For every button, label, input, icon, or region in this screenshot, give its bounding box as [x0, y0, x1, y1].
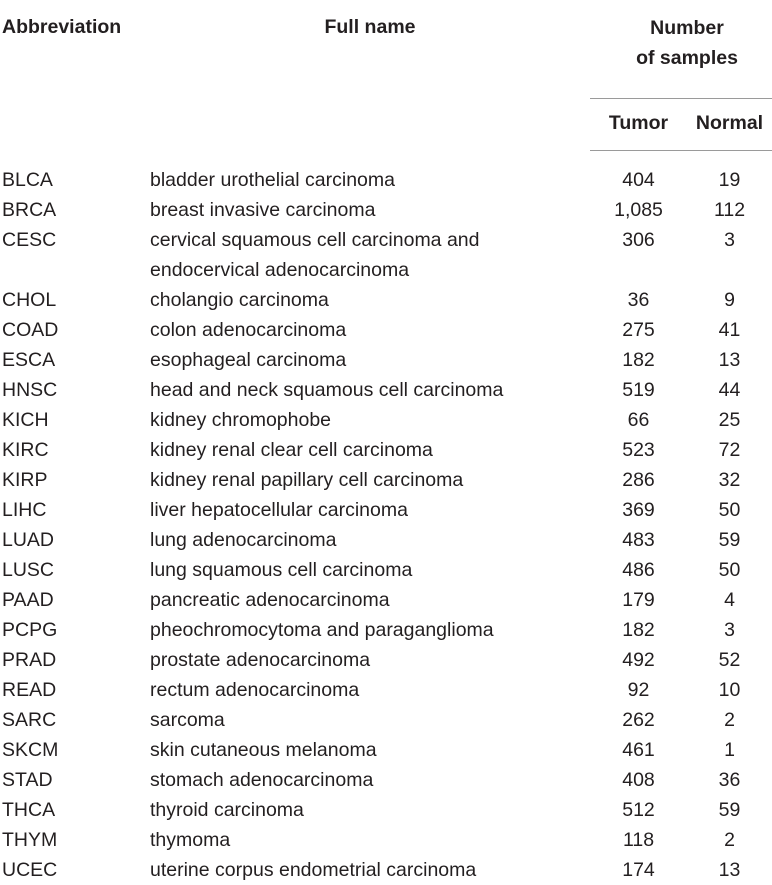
cell-tumor-count: 519 [590, 375, 687, 405]
cell-normal-count: 2 [687, 825, 772, 855]
cell-full-name [150, 465, 590, 495]
cell-abbreviation: KIRC [0, 435, 150, 465]
cell-normal-count: 59 [687, 795, 772, 825]
cell-abbreviation: CHOL [0, 285, 150, 315]
table-row [0, 195, 772, 225]
table-row [0, 375, 772, 405]
table-row [0, 555, 772, 585]
cell-abbreviation: BRCA [0, 195, 150, 225]
cell-full-name-line1: colon adenocarcinoma [150, 319, 346, 341]
cell-full-name [150, 555, 590, 585]
cell-abbreviation: PRAD [0, 645, 150, 675]
cell-tumor-count: 408 [590, 765, 687, 795]
cell-tumor-count: 92 [590, 675, 687, 705]
cell-full-name [150, 495, 590, 525]
cell-abbreviation: KICH [0, 405, 150, 435]
table-row [0, 165, 772, 195]
cell-full-name [150, 615, 590, 645]
cell-abbreviation: SKCM [0, 735, 150, 765]
cell-full-name-line1: pancreatic adenocarcinoma [150, 589, 390, 611]
cell-normal-count: 36 [687, 765, 772, 795]
cell-full-name-line1: lung adenocarcinoma [150, 529, 336, 551]
table-row [0, 645, 772, 675]
cell-tumor-count: 404 [590, 165, 687, 195]
cell-full-name-line1: stomach adenocarcinoma [150, 769, 373, 791]
cell-tumor-count: 369 [590, 495, 687, 525]
table-body [0, 151, 772, 885]
cell-abbreviation: ESCA [0, 345, 150, 375]
cell-full-name-line1: breast invasive carcinoma [150, 199, 375, 221]
header-number-of-samples [590, 0, 772, 99]
table-row [0, 615, 772, 645]
cell-normal-count: 59 [687, 525, 772, 555]
cell-full-name [150, 345, 590, 375]
cell-normal-count: 50 [687, 495, 772, 525]
cell-normal-count: 112 [687, 195, 772, 225]
cell-normal-count: 72 [687, 435, 772, 465]
header-spacer [0, 151, 772, 166]
cell-full-name [150, 315, 590, 345]
cell-normal-count: 3 [687, 615, 772, 645]
cell-full-name [150, 225, 590, 285]
cell-full-name-line1: pheochromocytoma and paraganglioma [150, 619, 494, 641]
header-abbreviation: Abbreviation [0, 0, 150, 151]
cell-full-name-line1: liver hepatocellular carcinoma [150, 499, 408, 521]
cell-tumor-count: 483 [590, 525, 687, 555]
cell-full-name-line1: thyroid carcinoma [150, 799, 304, 821]
cell-normal-count: 25 [687, 405, 772, 435]
header-number-of-samples-line1: Number [650, 17, 724, 39]
cell-full-name [150, 525, 590, 555]
table-row [0, 855, 772, 885]
cell-abbreviation: UCEC [0, 855, 150, 885]
table-row [0, 765, 772, 795]
cell-tumor-count: 182 [590, 345, 687, 375]
cell-full-name-line1: lung squamous cell carcinoma [150, 559, 412, 581]
cell-abbreviation: SARC [0, 705, 150, 735]
cell-full-name [150, 585, 590, 615]
cell-abbreviation: THYM [0, 825, 150, 855]
cell-tumor-count: 174 [590, 855, 687, 885]
header-number-of-samples-line2: of samples [636, 47, 738, 69]
table-row [0, 435, 772, 465]
cell-full-name-line1: cervical squamous cell carcinoma and [150, 229, 479, 251]
cell-full-name-line1: kidney renal clear cell carcinoma [150, 439, 433, 461]
cell-full-name [150, 855, 590, 885]
cell-abbreviation: LIHC [0, 495, 150, 525]
cell-full-name [150, 645, 590, 675]
table-row [0, 315, 772, 345]
cell-full-name [150, 375, 590, 405]
cell-tumor-count: 286 [590, 465, 687, 495]
cell-full-name-line1: esophageal carcinoma [150, 349, 346, 371]
cell-abbreviation: PCPG [0, 615, 150, 645]
cell-abbreviation: READ [0, 675, 150, 705]
cell-full-name-line1: skin cutaneous melanoma [150, 739, 377, 761]
table-row [0, 465, 772, 495]
cell-tumor-count: 118 [590, 825, 687, 855]
cell-full-name [150, 735, 590, 765]
table-row [0, 585, 772, 615]
cell-tumor-count: 66 [590, 405, 687, 435]
cell-tumor-count: 461 [590, 735, 687, 765]
cell-abbreviation: THCA [0, 795, 150, 825]
cell-normal-count: 2 [687, 705, 772, 735]
cell-abbreviation: KIRP [0, 465, 150, 495]
cell-full-name [150, 795, 590, 825]
cell-full-name [150, 405, 590, 435]
cell-abbreviation: CESC [0, 225, 150, 285]
cell-normal-count: 52 [687, 645, 772, 675]
table-row [0, 525, 772, 555]
table-row [0, 495, 772, 525]
cell-tumor-count: 36 [590, 285, 687, 315]
cell-full-name [150, 195, 590, 225]
cell-tumor-count: 1,085 [590, 195, 687, 225]
cell-full-name-line1: sarcoma [150, 709, 225, 731]
cell-abbreviation: LUSC [0, 555, 150, 585]
cell-tumor-count: 306 [590, 225, 687, 285]
cell-normal-count: 9 [687, 285, 772, 315]
cell-full-name-line1: prostate adenocarcinoma [150, 649, 370, 671]
table-row [0, 795, 772, 825]
table-row [0, 285, 772, 315]
cell-full-name [150, 675, 590, 705]
cell-abbreviation: HNSC [0, 375, 150, 405]
cell-tumor-count: 523 [590, 435, 687, 465]
cell-normal-count: 32 [687, 465, 772, 495]
cell-abbreviation: LUAD [0, 525, 150, 555]
table-row [0, 675, 772, 705]
cell-normal-count: 10 [687, 675, 772, 705]
cell-full-name [150, 165, 590, 195]
cell-normal-count: 50 [687, 555, 772, 585]
cell-full-name-line1: uterine corpus endometrial carcinoma [150, 859, 476, 881]
table-row [0, 825, 772, 855]
cell-tumor-count: 275 [590, 315, 687, 345]
cell-abbreviation: COAD [0, 315, 150, 345]
cell-normal-count: 19 [687, 165, 772, 195]
cell-tumor-count: 486 [590, 555, 687, 585]
table-row [0, 345, 772, 375]
header-full-name: Full name [150, 0, 590, 151]
header-tumor: Tumor [590, 99, 687, 151]
cell-normal-count: 4 [687, 585, 772, 615]
cell-normal-count: 1 [687, 735, 772, 765]
cell-normal-count: 13 [687, 345, 772, 375]
cell-full-name [150, 285, 590, 315]
cell-full-name [150, 705, 590, 735]
cell-full-name-line1: head and neck squamous cell carcinoma [150, 379, 503, 401]
cell-abbreviation: STAD [0, 765, 150, 795]
cell-normal-count: 41 [687, 315, 772, 345]
cell-normal-count: 44 [687, 375, 772, 405]
cell-normal-count: 13 [687, 855, 772, 885]
cell-tumor-count: 492 [590, 645, 687, 675]
cell-full-name-line1: rectum adenocarcinoma [150, 679, 359, 701]
cell-full-name [150, 435, 590, 465]
cell-full-name-line1: kidney chromophobe [150, 409, 331, 431]
cell-full-name [150, 825, 590, 855]
cell-tumor-count: 262 [590, 705, 687, 735]
table-row [0, 705, 772, 735]
table-row [0, 405, 772, 435]
table-row [0, 735, 772, 765]
cell-full-name-line2: endocervical adenocarcinoma [150, 255, 590, 285]
cell-full-name-line1: bladder urothelial carcinoma [150, 169, 395, 191]
header-normal: Normal [687, 99, 772, 151]
cell-full-name-line1: thymoma [150, 829, 230, 851]
cell-full-name-line1: cholangio carcinoma [150, 289, 329, 311]
table-header [0, 0, 772, 151]
cell-tumor-count: 512 [590, 795, 687, 825]
cell-abbreviation: BLCA [0, 165, 150, 195]
table-row [0, 225, 772, 285]
cell-tumor-count: 182 [590, 615, 687, 645]
cell-tumor-count: 179 [590, 585, 687, 615]
cell-abbreviation: PAAD [0, 585, 150, 615]
cell-full-name-line1: kidney renal papillary cell carcinoma [150, 469, 463, 491]
cell-full-name [150, 765, 590, 795]
cell-normal-count: 3 [687, 225, 772, 285]
header-row-top [0, 0, 772, 99]
